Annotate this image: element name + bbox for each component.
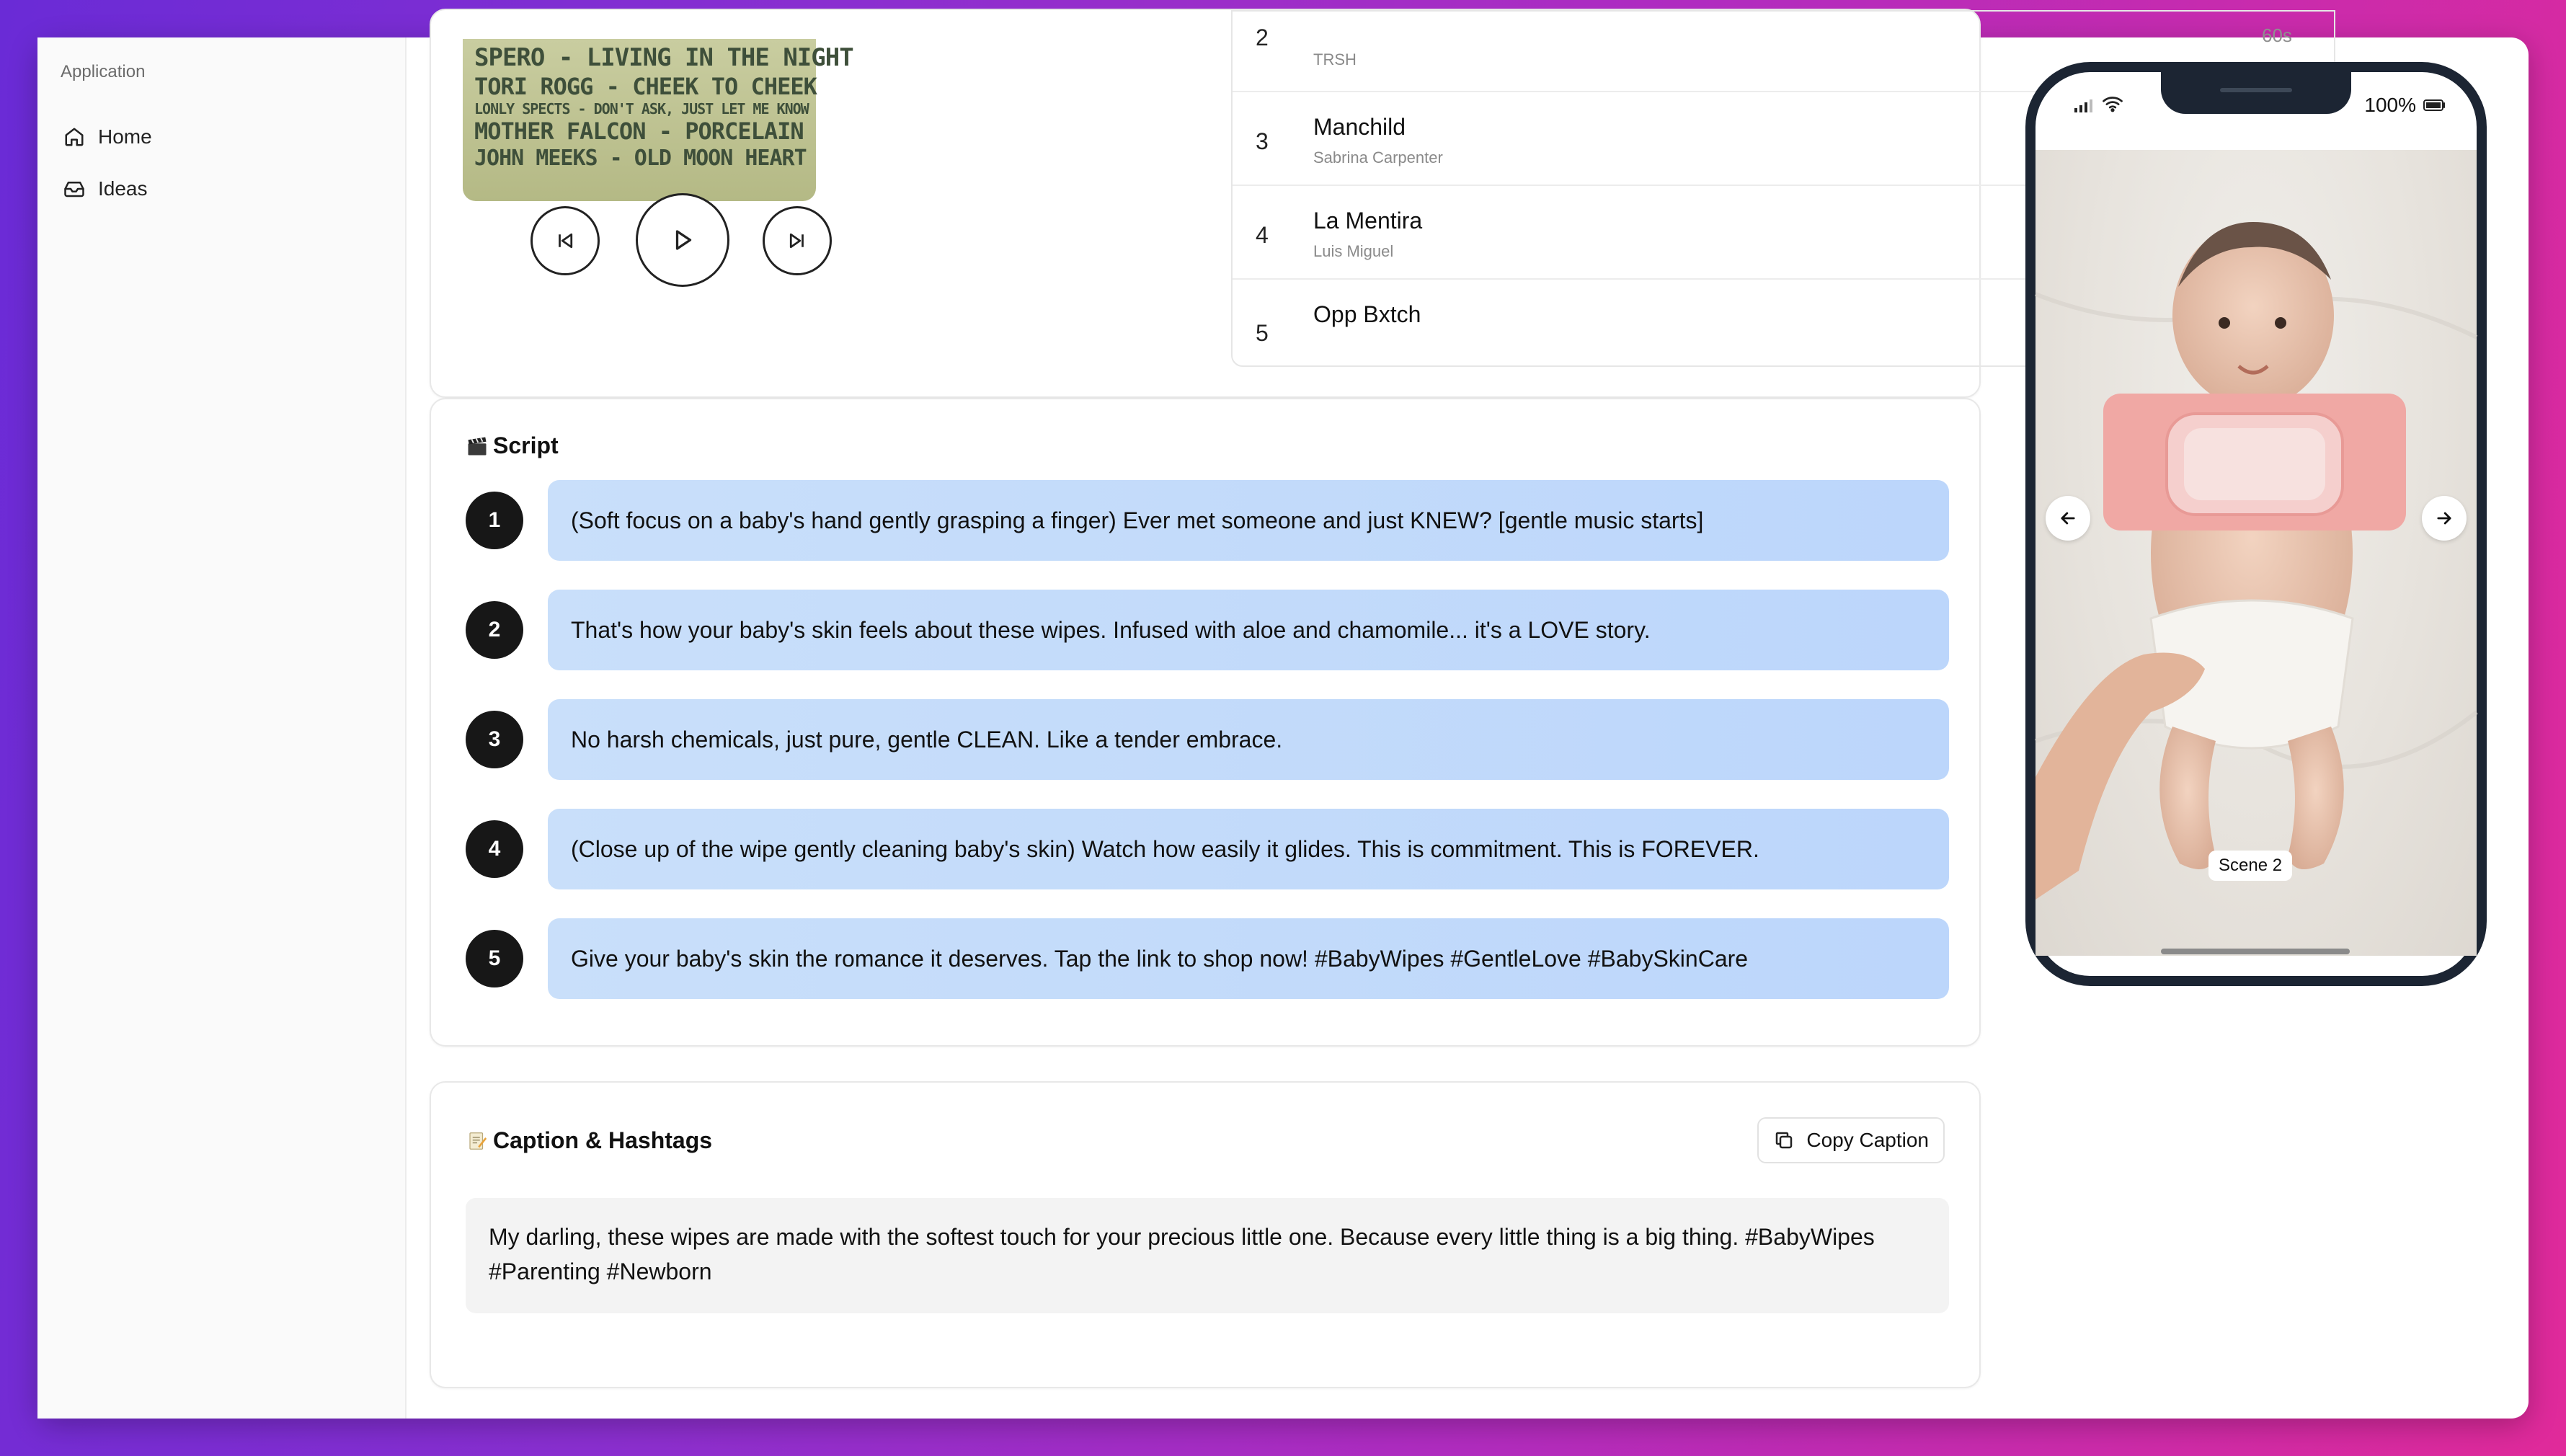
phone-screen xyxy=(2036,72,2477,976)
clapperboard-icon xyxy=(466,435,489,457)
track-number: 2 xyxy=(1256,25,1269,50)
battery-icon xyxy=(2423,99,2446,111)
sidebar xyxy=(37,37,407,1419)
battery-percentage: 100% xyxy=(2364,94,2416,116)
phone-notch xyxy=(2161,72,2351,114)
album-art-line: MOTHER FALCON - PORCELAIN xyxy=(474,117,804,146)
home-indicator xyxy=(2161,949,2350,954)
album-art-line: LONLY SPECTS - DON'T ASK, JUST LET ME KNOW xyxy=(474,100,809,118)
caption-heading xyxy=(466,1127,712,1154)
caption-title: Caption & Hashtags xyxy=(493,1127,713,1153)
scene-image xyxy=(2036,150,2477,956)
wifi-icon xyxy=(2102,95,2123,112)
step-number: 1 xyxy=(466,492,523,549)
script-step[interactable]: (Soft focus on a baby's hand gently grasping a finger) Ever met someone and just KNEW? [gentle music starts] xyxy=(548,480,1949,561)
next-scene-button[interactable] xyxy=(2422,496,2467,541)
previous-button[interactable] xyxy=(530,206,600,275)
caption-text[interactable]: My darling, these wipes are made with the softest touch for your precious little one. Because every little thing is a big thing. #BabyWipes #Parenting #Newborn xyxy=(466,1198,1949,1313)
cellular-signal-icon xyxy=(2074,97,2097,112)
inbox-icon xyxy=(63,178,85,200)
track-title: Manchild xyxy=(1313,114,1406,140)
arrow-right-icon xyxy=(2434,508,2454,528)
skip-back-icon xyxy=(554,230,576,252)
step-number: 2 xyxy=(466,601,523,659)
sidebar-item-ideas[interactable] xyxy=(61,169,378,209)
track-artist: Luis Miguel xyxy=(1313,242,1394,260)
sidebar-item-label: Home xyxy=(98,125,152,148)
track-artist: TRSH xyxy=(1313,50,1357,68)
baby-with-wipes-illustration xyxy=(2036,150,2477,956)
caption-card xyxy=(430,1081,1981,1388)
next-button[interactable] xyxy=(763,206,832,275)
copy-caption-label: Copy Caption xyxy=(1806,1129,1929,1151)
track-artist: Sabrina Carpenter xyxy=(1313,148,1443,167)
step-number: 4 xyxy=(466,820,523,878)
step-number: 5 xyxy=(466,930,523,987)
arrow-left-icon xyxy=(2058,508,2078,528)
play-icon xyxy=(670,227,696,253)
script-heading xyxy=(466,432,559,459)
album-art xyxy=(463,39,853,201)
script-title: Script xyxy=(493,432,559,458)
album-art-line: TORI ROGG - CHEEK TO CHEEK xyxy=(474,72,817,100)
home-icon xyxy=(63,126,85,148)
step-number: 3 xyxy=(466,711,523,768)
track-number: 5 xyxy=(1256,320,1269,346)
previous-scene-button[interactable] xyxy=(2046,496,2090,541)
app-window xyxy=(37,25,2529,1419)
script-step[interactable]: Give your baby's skin the romance it deserves. Tap the link to shop now! #BabyWipes #GentleLove #BabySkinCare xyxy=(548,918,1949,999)
scene-label: Scene 2 xyxy=(2208,851,2292,881)
script-step[interactable]: (Close up of the wipe gently cleaning baby's skin) Watch how easily it glides. This is commitment. This is FOREVER. xyxy=(548,809,1949,889)
music-player-card xyxy=(430,9,2292,398)
track-duration: 60s xyxy=(2262,25,2292,46)
track-number: 3 xyxy=(1256,128,1269,154)
script-step[interactable]: No harsh chemicals, just pure, gentle CLEAN. Like a tender embrace. xyxy=(548,699,1949,780)
sidebar-item-label: Ideas xyxy=(98,177,148,200)
copy-caption-button[interactable] xyxy=(1757,1117,1945,1163)
script-card xyxy=(430,398,1981,1047)
album-art-line: SPERO - LIVING IN THE NIGHT xyxy=(474,43,853,72)
album-art-line: JOHN MEEKS - OLD MOON HEART xyxy=(474,145,807,171)
copy-icon xyxy=(1773,1129,1795,1151)
track-number: 4 xyxy=(1256,222,1269,248)
sidebar-group-label: Application xyxy=(61,62,146,81)
phone-preview xyxy=(2025,62,2487,986)
track-title: La Mentira xyxy=(1313,208,1423,234)
play-button[interactable] xyxy=(636,193,729,287)
track-title: Opp Bxtch xyxy=(1313,301,1421,327)
sidebar-item-home[interactable] xyxy=(61,117,378,157)
skip-forward-icon xyxy=(786,230,808,252)
memo-icon xyxy=(466,1130,489,1152)
script-step[interactable]: That's how your baby's skin feels about these wipes. Infused with aloe and chamomile... it's a LOVE story. xyxy=(548,590,1949,670)
